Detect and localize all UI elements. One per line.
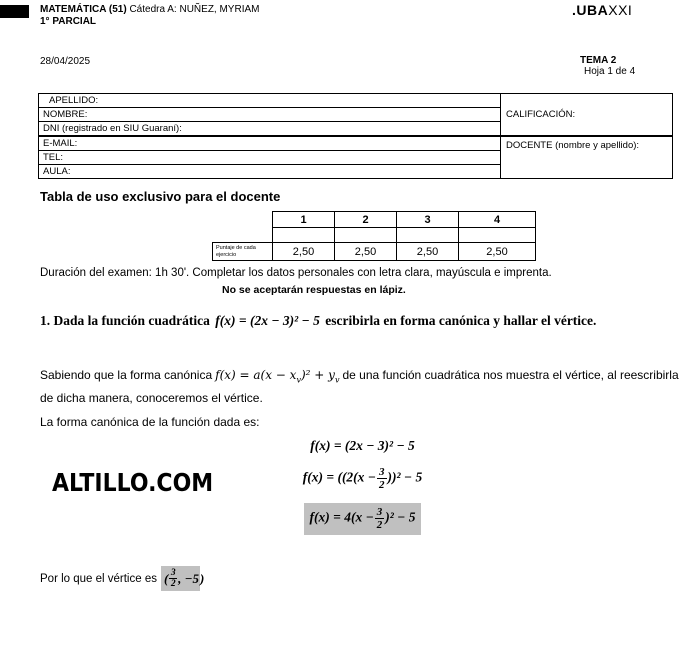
exam-title: 1° PARCIAL — [40, 16, 97, 27]
tel-field: TEL: — [39, 151, 501, 165]
vertex-statement — [40, 566, 204, 591]
solution-paragraph-line1 — [40, 366, 690, 389]
math-text: f(x) = ((2(x − — [302, 469, 376, 485]
canonical-intro: La forma canónica de la función dada es: — [40, 415, 260, 429]
fraction-denominator: 2 — [170, 579, 176, 589]
math-text: )² − 5 — [385, 509, 416, 525]
puntaje-value-2: 2,50 — [335, 243, 397, 261]
course-catedra: Cátedra A: NUÑEZ, MYRIAM — [126, 4, 260, 15]
grade-col-header-1: 1 — [273, 212, 335, 228]
puntaje-value-4: 2,50 — [459, 243, 536, 261]
fraction — [169, 568, 177, 589]
fraction-numerator: 3 — [376, 506, 383, 518]
equation-3 — [25, 503, 700, 535]
duration-note: Duración del examen: 1h 30'. Completar los datos personales con letra clara, mayúscula e imprenta. — [40, 267, 552, 279]
solution-paragraph-line2: de dicha manera, conoceremos el vértice. — [40, 391, 263, 406]
student-form-table — [38, 93, 673, 179]
vertex-highlight — [161, 566, 200, 591]
apellido-field: APELLIDO: — [39, 94, 501, 108]
grade-spacer-cell — [213, 228, 273, 243]
fraction-denominator: 2 — [379, 479, 385, 491]
fraction-denominator: 2 — [376, 519, 383, 531]
math-text: , −5 — [178, 570, 199, 586]
grade-table — [212, 211, 536, 261]
exam-date: 28/04/2025 — [40, 56, 91, 67]
fraction-numerator: 3 — [379, 466, 385, 478]
grade-spacer-cell — [213, 212, 273, 228]
hoja-label: Hoja 1 de 4 — [584, 66, 636, 77]
math-text: ) — [199, 570, 205, 586]
puntaje-label: Puntaje de cada ejercicio — [213, 243, 273, 261]
equation-1: f(x) = (2x − 3)² − 5 — [310, 438, 415, 453]
problem-statement — [40, 313, 690, 329]
math-text: f(x) = a(x − x — [215, 368, 297, 382]
math-text: ( — [163, 570, 169, 586]
grade-empty-cell-4 — [459, 228, 536, 243]
grade-empty-cell-2 — [335, 228, 397, 243]
vertex-text: Por lo que el vértice es — [40, 572, 157, 585]
solution-text: de una función cuadrática nos muestra el vértice, al reescribirla — [342, 368, 679, 382]
math-sub: v — [296, 375, 301, 385]
grade-empty-cell-1 — [273, 228, 335, 243]
email-field: E-MAIL: — [39, 136, 501, 151]
xxi-logo-text: XXI — [608, 2, 633, 18]
uba-logo-text: .UBA — [572, 2, 609, 18]
math-text: f(x) = 4(x − — [309, 509, 374, 525]
problem-outro: escribirla en forma canónica y hallar el vértice. — [325, 313, 597, 328]
math-text: ))² − 5 — [387, 469, 423, 485]
course-title — [40, 4, 259, 15]
corner-mark — [0, 5, 29, 18]
dni-field: DNI (registrado en SIU Guaraní): — [39, 122, 501, 137]
tema-label: TEMA 2 — [580, 55, 617, 66]
grade-col-header-3: 3 — [397, 212, 459, 228]
puntaje-value-1: 2,50 — [273, 243, 335, 261]
fraction-numerator: 3 — [170, 568, 176, 578]
no-pencil-note: No se aceptarán respuestas en lápiz. — [222, 284, 406, 296]
course-name: MATEMÁTICA (51) — [40, 4, 127, 15]
calificacion-cell: CALIFICACIÓN: — [501, 94, 673, 137]
puntaje-value-3: 2,50 — [397, 243, 459, 261]
solution-paragraph — [40, 366, 690, 408]
grade-empty-cell-3 — [397, 228, 459, 243]
docente-cell: DOCENTE (nombre y apellido): — [501, 136, 673, 179]
fraction — [375, 506, 385, 531]
problem-intro: 1. Dada la función cuadrática — [40, 313, 210, 328]
problem-math: f(x) = (2x − 3)² − 5 — [215, 313, 320, 328]
uba-xxi-logo — [572, 2, 632, 18]
teacher-table-title: Tabla de uso exclusivo para el docente — [40, 189, 281, 204]
altillo-watermark: ALTILLO.COM — [52, 468, 214, 497]
aula-field: AULA: — [39, 165, 501, 179]
nombre-field: NOMBRE: — [39, 108, 501, 122]
math-text: )² + y — [300, 368, 335, 382]
highlighted-equation — [304, 503, 422, 535]
solution-text: Sabiendo que la forma canónica — [40, 368, 213, 382]
grade-col-header-4: 4 — [459, 212, 536, 228]
canonical-form-math — [215, 368, 340, 385]
grade-col-header-2: 2 — [335, 212, 397, 228]
math-sub: v — [334, 375, 340, 385]
fraction — [377, 466, 387, 491]
